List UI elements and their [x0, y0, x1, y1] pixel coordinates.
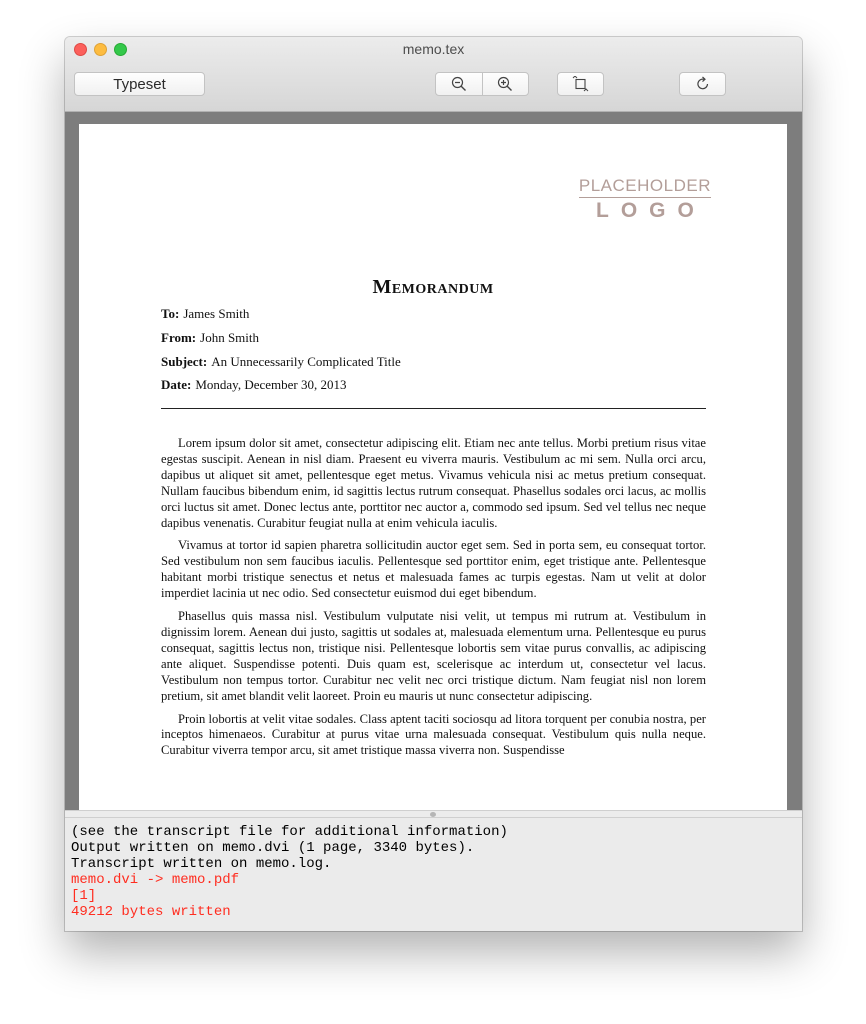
pdf-viewer[interactable] — [65, 112, 802, 810]
logo-top-text: PLACEHOLDER — [578, 176, 711, 195]
to-value: James Smith — [183, 306, 250, 321]
date-label: Date: — [161, 377, 192, 392]
placeholder-logo — [579, 176, 711, 222]
subject-value: An Unnecessarily Complicated Title — [211, 354, 401, 369]
divider-handle[interactable] — [430, 812, 436, 817]
header-rule — [161, 408, 706, 409]
console-line: Output written on memo.dvi (1 page, 3340 bytes). — [71, 840, 475, 856]
zoom-in-icon — [497, 76, 513, 92]
from-value: John Smith — [200, 330, 260, 345]
zoom-out-icon — [451, 76, 467, 92]
memo-from — [161, 330, 259, 346]
pdf-page — [79, 124, 787, 810]
console-output[interactable] — [65, 818, 802, 931]
body-paragraph: Vivamus at tortor id sapien pharetra sollicitudin auctor eget sem. Sed in porta sem, eu consequat tortor. Sed vestibulum non sem faucibus iaculis. Pellentesque sed porttitor enim, eget tristique ante. Pellentesque habitant morbi tristique senectus et netus et malesuada fames ac turpis egestas. Nam ut velit at dolor imperdiet lacinia ut nec odio. Sed consectetur euismod dui eget bibendum. — [161, 538, 706, 601]
memo-body — [161, 436, 706, 766]
crop-button[interactable] — [557, 72, 604, 96]
from-label: From: — [161, 330, 197, 345]
console-line: (see the transcript file for additional information) — [71, 824, 508, 840]
memo-title: Memorandum — [372, 276, 494, 298]
body-paragraph: Lorem ipsum dolor sit amet, consectetur adipiscing elit. Etiam nec ante tellus. Morbi pretium risus vitae egestas suscipit. Aenean in nisl diam. Praesent eu viverra mauris. Vestibulum ac mi sem. Nulla orci arcu, dapibus ut aliquet sit amet, pellentesque eget metus. Vivamus vehicula nisi ac metus pretium consequat. Nullam faucibus bibendum enim, id sagittis lectus rutrum consequat. Phasellus sodales orci lacus, ac mollis orci luctus sit amet. Donec lectus ante, porttitor nec auctor a, commodo sed ipsum. Sed vel tellus nec neque dapibus venenatis. Curabitur feugiat nulla at enim vehicula iaculis. — [161, 436, 706, 530]
date-value: Monday, December 30, 2013 — [195, 377, 347, 392]
title-bar — [65, 37, 802, 112]
refresh-button[interactable] — [679, 72, 726, 96]
body-paragraph: Phasellus quis massa nisl. Vestibulum vulputate nisi velit, ut tempus mi rutrum at. Vestibulum in dignissim lorem. Aenean dui justo, sagittis ut sodales at, malesuada elementum urna. Pellentesque eu purus consequat, sagittis lectus non, tristique nisi. Pellentesque lobortis sem vitae purus convallis, ac adipiscing ante aliquet. Suspendisse potenti. Duis quam est, scelerisque ac interdum ut, consectetur vel lacus. Vestibulum non tempus tortor. Curabitur nec velit nec orci tristique dictum. Nam feugiat nisl non lorem pretium, sit amet blandit velit laoreet. Proin eu mauris ut nunc consectetur adipiscing. — [161, 609, 706, 703]
zoom-in-button[interactable] — [482, 73, 529, 95]
texshop-window — [65, 37, 802, 931]
zoom-control — [435, 72, 529, 96]
console-line: [1] — [71, 888, 97, 904]
to-label: To: — [161, 306, 180, 321]
split-view-divider[interactable] — [65, 810, 802, 818]
typeset-button[interactable]: Typeset — [74, 72, 205, 96]
memo-date — [161, 377, 346, 393]
body-paragraph: Proin lobortis at velit vitae sodales. Class aptent taciti sociosqu ad litora torquent per conubia nostra, per inceptos himenaeos. Curabitur at purus vitae urna malesuada consequat. Vestibulum quis nulla neque. Curabitur viverra tempor arcu, sit amet tristique massa viverra non. Suspendisse — [161, 711, 706, 758]
window-title: memo.tex — [402, 41, 465, 57]
memo-subject — [161, 354, 401, 370]
logo-bottom-text: LOGO — [596, 199, 706, 222]
console-line: Transcript written on memo.log. — [71, 856, 332, 872]
console-line: 49212 bytes written — [71, 904, 231, 920]
memo-to — [161, 306, 249, 322]
logo-divider — [579, 197, 711, 198]
subject-label: Subject: — [161, 354, 208, 369]
zoom-out-button[interactable] — [436, 73, 482, 95]
refresh-icon — [695, 76, 711, 92]
crop-icon — [572, 76, 590, 92]
console-line: memo.dvi -> memo.pdf — [71, 872, 240, 888]
